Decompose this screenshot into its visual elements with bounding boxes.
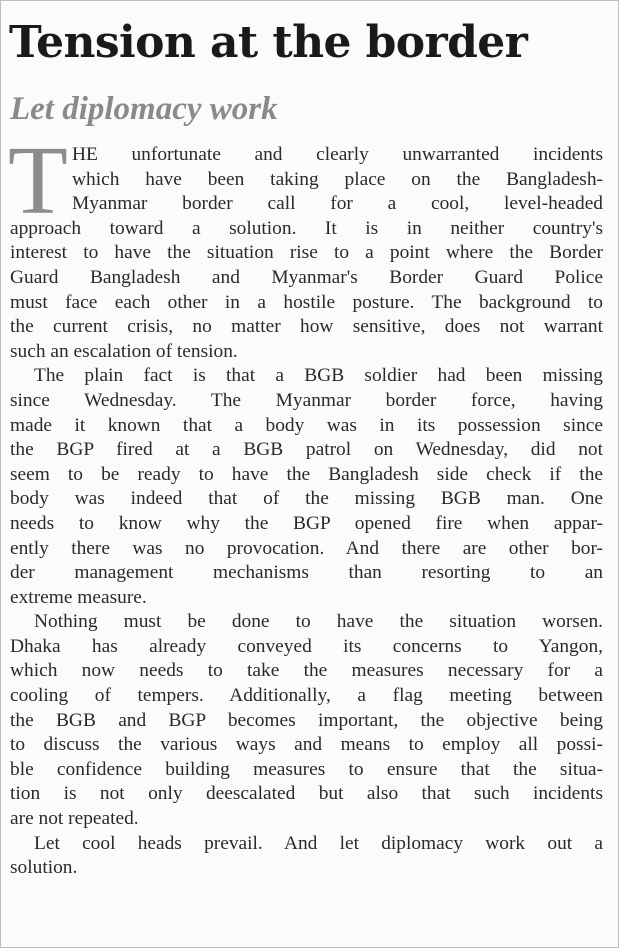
body-line: solution. xyxy=(10,857,78,879)
body-line: the BGP fired at a BGB patrol on Wednesday, did not xyxy=(10,439,603,461)
body-line: der management mechanisms than resorting to an xyxy=(10,562,603,584)
body-line: such an escalation of tension. xyxy=(10,340,238,362)
body-line: Nothing must be done to have the situation worsen. xyxy=(34,611,603,633)
body-line: the BGB and BGP becomes important, the objective being xyxy=(10,709,603,731)
body-line: to discuss the various ways and means to employ all possi- xyxy=(10,734,603,756)
body-line: the current crisis, no matter how sensitive, does not warrant xyxy=(10,316,603,338)
body-line: interest to have the situation rise to a point where the Border xyxy=(10,242,603,264)
body-line: must face each other in a hostile posture. The background to xyxy=(10,291,603,313)
body-line: extreme measure. xyxy=(10,586,147,608)
body-line: which now needs to take the measures necessary for a xyxy=(10,660,603,682)
drop-cap: T xyxy=(8,127,68,235)
body-line: ble confidence building measures to ensure that the situa- xyxy=(10,758,603,780)
body-line: The plain fact is that a BGB soldier had been missing xyxy=(34,365,603,387)
body-line: Guard Bangladesh and Myanmar's Border Guard Police xyxy=(10,266,603,288)
body-line: Myanmar border call for a cool, level-headed xyxy=(72,193,603,215)
body-line: since Wednesday. The Myanmar border force, having xyxy=(10,389,603,411)
body-line: Let cool heads prevail. And let diplomacy work out a xyxy=(34,832,603,854)
body-line: seem to be ready to have the Bangladesh side check if the xyxy=(10,463,603,485)
subheadline: Let diplomacy work xyxy=(10,91,278,127)
body-line: ently there was no provocation. And there are other bor- xyxy=(10,537,603,559)
headline: Tension at the border xyxy=(9,17,528,68)
body-line: needs to know why the BGP opened fire when appar- xyxy=(10,512,603,534)
body-line: cooling of tempers. Additionally, a flag meeting between xyxy=(10,685,603,707)
body-line: body was indeed that of the missing BGB man. One xyxy=(10,488,603,510)
body-line: approach toward a solution. It is in neither country's xyxy=(10,217,603,239)
body-line: are not repeated. xyxy=(10,808,139,830)
body-line: HE unfortunate and clearly unwarranted incidents xyxy=(72,144,603,165)
body-line: made it known that a body was in its possession since xyxy=(10,414,603,436)
body-line: tion is not only deescalated but also that such incidents xyxy=(10,783,603,805)
body-line: Dhaka has already conveyed its concerns to Yangon, xyxy=(10,635,603,657)
body-line: which have been taking place on the Bangladesh- xyxy=(72,168,603,190)
article-body xyxy=(8,127,603,881)
